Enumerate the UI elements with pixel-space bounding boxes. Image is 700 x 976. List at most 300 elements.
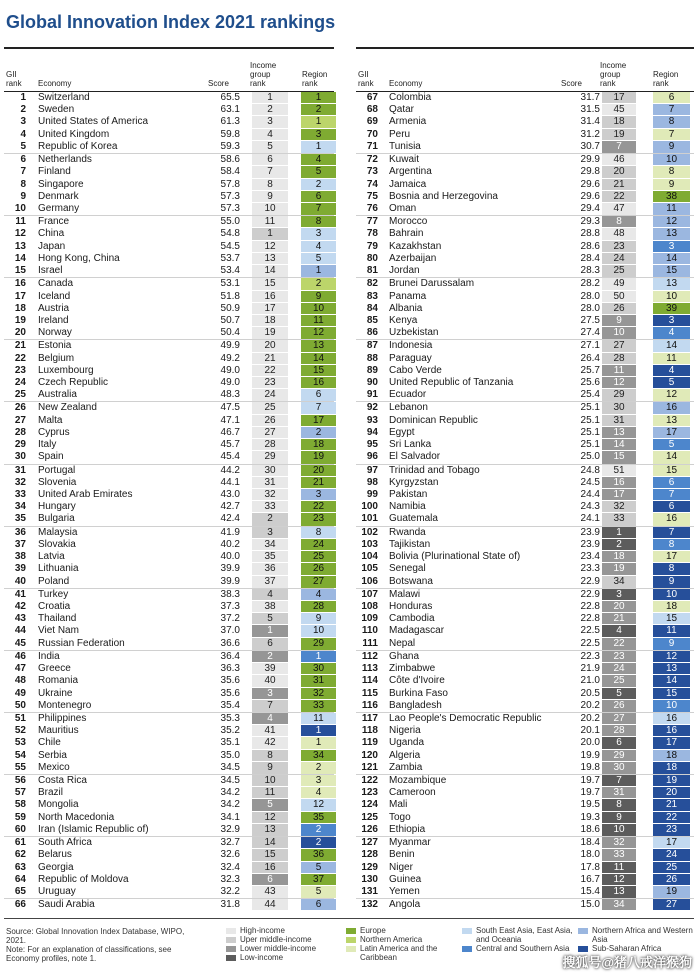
region-rank: 13 <box>653 415 690 426</box>
score: 36.4 <box>220 650 240 662</box>
region-rank: 25 <box>653 862 690 873</box>
income-group-rank: 21 <box>252 353 288 364</box>
income-group-rank: 3 <box>252 116 288 127</box>
economy-name: Egypt <box>389 426 415 438</box>
table-row <box>4 104 334 116</box>
region-rank: 13 <box>653 228 690 239</box>
table-row <box>356 228 694 240</box>
score: 37.3 <box>220 600 240 612</box>
table-row <box>356 191 694 203</box>
income-group-rank: 3 <box>602 589 636 600</box>
income-group-rank: 5 <box>252 799 288 810</box>
gii-rank: 109 <box>361 613 378 625</box>
region-rank: 8 <box>653 539 690 550</box>
table-row <box>4 365 334 377</box>
legend-swatch <box>462 928 472 934</box>
gii-rank: 12 <box>14 228 26 240</box>
score: 25.6 <box>580 377 600 389</box>
income-group-rank: 27 <box>252 427 288 438</box>
score: 31.7 <box>580 92 600 103</box>
table-row <box>4 465 334 477</box>
income-group-rank: 15 <box>602 451 636 463</box>
region-rank: 6 <box>301 191 336 202</box>
gii-rank: 13 <box>14 240 26 252</box>
income-group-rank: 41 <box>252 725 288 736</box>
income-group-rank: 31 <box>252 477 288 488</box>
header-economy: Economy <box>389 79 423 88</box>
region-rank: 26 <box>301 563 336 574</box>
gii-rank: 74 <box>366 178 378 190</box>
economy-name: Honduras <box>389 600 433 612</box>
economy-name: France <box>38 216 70 228</box>
region-rank: 8 <box>653 116 690 127</box>
economy-name: South Africa <box>38 837 92 849</box>
header-gii-rank: GII rank <box>358 70 374 88</box>
region-rank: 39 <box>653 303 690 314</box>
table-row <box>4 638 334 651</box>
income-group-rank: 46 <box>602 154 636 165</box>
score: 48.3 <box>220 389 240 401</box>
gii-rank: 64 <box>14 873 26 885</box>
source-text: Source: Global Innovation Index Database, WIPO, 2021. <box>6 927 185 945</box>
income-group-rank: 5 <box>252 613 288 624</box>
table-row <box>4 725 334 737</box>
score: 28.0 <box>580 302 600 314</box>
score: 15.4 <box>580 886 600 897</box>
region-rank: 26 <box>653 874 690 885</box>
economy-name: Cabo Verde <box>389 364 442 376</box>
gii-rank: 121 <box>361 761 378 773</box>
economy-name: Yemen <box>389 886 420 897</box>
gii-rank: 10 <box>14 202 26 214</box>
score: 55.0 <box>220 216 240 228</box>
region-rank: 9 <box>301 291 336 302</box>
table-row <box>356 439 694 451</box>
gii-rank: 58 <box>14 799 26 811</box>
table-row <box>4 389 334 402</box>
table-row <box>356 315 694 327</box>
table-row <box>4 129 334 141</box>
legend-item <box>462 945 574 954</box>
region-rank: 5 <box>653 439 690 450</box>
region-rank: 1 <box>301 725 336 736</box>
gii-rank: 104 <box>361 551 378 563</box>
score: 26.4 <box>580 352 600 364</box>
legend-label: Northern America <box>360 935 423 944</box>
score: 38.3 <box>220 588 240 600</box>
gii-rank: 45 <box>14 637 26 649</box>
table-row <box>4 651 334 663</box>
region-rank: 5 <box>653 377 690 388</box>
income-group-rank: 39 <box>252 663 288 674</box>
region-rank: 24 <box>653 849 690 860</box>
table-row <box>4 216 334 228</box>
header-region-rank: Region rank <box>302 70 328 88</box>
region-rank: 18 <box>301 439 336 450</box>
score: 27.1 <box>580 340 600 352</box>
income-group-rank: 2 <box>602 539 636 550</box>
gii-rank: 124 <box>361 799 378 811</box>
table-row <box>4 179 334 191</box>
region-rank: 5 <box>301 253 336 264</box>
income-group-rank: 26 <box>252 415 288 426</box>
table-top-rule <box>4 47 334 49</box>
score: 32.4 <box>220 861 240 873</box>
gii-rank: 76 <box>366 202 378 214</box>
table-row <box>4 191 334 203</box>
region-rank: 9 <box>653 179 690 190</box>
table-row <box>4 402 334 414</box>
economy-name: Italy <box>38 439 57 451</box>
table-row <box>4 489 334 501</box>
score: 34.5 <box>220 761 240 773</box>
legend-item <box>346 945 458 962</box>
table-row <box>356 700 694 713</box>
table-row <box>356 241 694 253</box>
gii-rank: 101 <box>361 513 378 525</box>
gii-rank: 130 <box>361 873 378 885</box>
legend-swatch <box>578 946 588 952</box>
region-rank: 30 <box>301 663 336 674</box>
gii-rank: 97 <box>366 464 378 476</box>
region-rank: 3 <box>301 775 336 786</box>
table-row <box>356 389 694 402</box>
score: 59.3 <box>220 140 240 152</box>
income-group-rank: 10 <box>602 824 636 836</box>
income-group-rank: 27 <box>602 340 636 351</box>
score: 20.5 <box>580 687 600 699</box>
economy-name: Canada <box>38 278 74 290</box>
gii-rank: 122 <box>361 775 378 787</box>
score: 34.1 <box>220 811 240 823</box>
economy-name: Côte d'Ivoire <box>389 675 445 687</box>
region-rank: 7 <box>301 203 336 215</box>
score: 18.4 <box>580 837 600 849</box>
region-rank: 11 <box>653 625 690 636</box>
legend-label: High-income <box>240 926 285 935</box>
legend-label: Low-income <box>240 953 284 962</box>
gii-rank: 55 <box>14 761 26 773</box>
income-group-rank: 29 <box>252 451 288 463</box>
table-row <box>356 427 694 439</box>
economy-name: Uruguay <box>38 886 76 897</box>
income-group-rank: 4 <box>252 129 288 140</box>
income-group-rank: 25 <box>602 265 636 277</box>
economy-name: Zambia <box>389 761 423 773</box>
region-rank: 16 <box>653 402 690 413</box>
table-row <box>356 291 694 303</box>
score: 54.8 <box>220 228 240 240</box>
income-group-rank: 23 <box>602 651 636 662</box>
region-rank: 3 <box>301 228 336 239</box>
table-row <box>356 613 694 625</box>
gii-rank: 62 <box>14 849 26 861</box>
score: 50.7 <box>220 314 240 326</box>
income-group-rank: 9 <box>602 812 636 823</box>
economy-name: China <box>38 228 65 240</box>
page-title: Global Innovation Index 2021 rankings <box>6 12 336 32</box>
score: 28.8 <box>580 228 600 240</box>
region-rank: 10 <box>653 291 690 302</box>
region-rank: 2 <box>301 278 336 289</box>
income-group-rank: 7 <box>602 141 636 153</box>
income-group-rank: 15 <box>252 849 288 860</box>
table-row <box>356 501 694 513</box>
score: 36.3 <box>220 663 240 675</box>
income-group-rank: 38 <box>252 601 288 612</box>
gii-rank: 33 <box>14 489 26 500</box>
region-rank: 34 <box>301 750 336 761</box>
score: 28.3 <box>580 265 600 277</box>
economy-name: Madagascar <box>389 625 445 637</box>
gii-rank: 114 <box>361 675 378 687</box>
table-row <box>4 886 334 899</box>
score: 34.2 <box>220 799 240 811</box>
gii-rank: 90 <box>366 377 378 389</box>
income-group-rank: 32 <box>602 837 636 848</box>
economy-name: Kazakhstan <box>389 240 442 252</box>
income-group-rank: 30 <box>602 402 636 413</box>
income-group-rank: 5 <box>252 141 288 153</box>
income-group-rank: 25 <box>602 675 636 686</box>
score: 59.8 <box>220 128 240 140</box>
score: 24.1 <box>580 513 600 525</box>
income-group-rank: 7 <box>252 700 288 712</box>
gii-rank: 128 <box>361 849 378 861</box>
score: 61.3 <box>220 116 240 128</box>
income-group-rank: 28 <box>252 439 288 450</box>
table-row <box>356 265 694 278</box>
table-row <box>4 241 334 253</box>
table-row <box>356 253 694 265</box>
table-row <box>4 92 334 104</box>
income-group-rank: 19 <box>602 563 636 574</box>
economy-name: Uzbekistan <box>389 327 439 339</box>
economy-name: Colombia <box>389 92 432 103</box>
economy-name: Namibia <box>389 501 426 513</box>
score: 32.2 <box>220 886 240 897</box>
economy-name: Greece <box>38 663 71 675</box>
score: 49.2 <box>220 352 240 364</box>
score: 49.0 <box>220 364 240 376</box>
gii-rank: 69 <box>366 116 378 128</box>
gii-rank: 68 <box>366 104 378 116</box>
income-group-rank: 44 <box>252 899 288 910</box>
economy-name: Qatar <box>389 104 415 116</box>
economy-name: Sweden <box>38 104 75 116</box>
region-rank: 1 <box>301 651 336 662</box>
table-row <box>4 303 334 315</box>
gii-rank: 70 <box>366 128 378 140</box>
economy-name: Mexico <box>38 761 70 773</box>
economy-name: Panama <box>389 290 427 302</box>
economy-name: Sri Lanka <box>389 439 432 451</box>
score: 22.5 <box>580 625 600 637</box>
gii-rank: 120 <box>361 749 378 761</box>
income-group-rank: 17 <box>602 489 636 500</box>
score: 20.2 <box>580 699 600 711</box>
table-row <box>356 203 694 216</box>
region-rank: 14 <box>653 253 690 264</box>
region-rank: 6 <box>653 92 690 103</box>
gii-rank: 86 <box>366 327 378 339</box>
economy-name: Belarus <box>38 849 72 861</box>
score: 63.1 <box>220 104 240 116</box>
gii-rank: 22 <box>14 352 26 364</box>
gii-rank: 78 <box>366 228 378 240</box>
table-row <box>356 787 694 799</box>
economy-name: Australia <box>38 389 77 401</box>
table-row <box>356 824 694 837</box>
table-row <box>356 886 694 899</box>
table-row <box>356 353 694 365</box>
gii-rank: 46 <box>14 650 26 662</box>
table-row <box>4 116 334 128</box>
legend-swatch <box>226 937 236 943</box>
score: 28.0 <box>580 290 600 302</box>
economy-name: Spain <box>38 451 64 463</box>
score: 19.5 <box>580 799 600 811</box>
table-row <box>4 551 334 563</box>
gii-rank: 24 <box>14 377 26 389</box>
table-row <box>4 154 334 166</box>
income-group-rank: 7 <box>602 775 636 786</box>
region-rank: 3 <box>301 129 336 140</box>
score: 19.7 <box>580 787 600 799</box>
score: 29.3 <box>580 216 600 228</box>
gii-rank: 75 <box>366 190 378 202</box>
gii-rank: 132 <box>361 899 378 911</box>
economy-name: Hong Kong, China <box>38 252 120 264</box>
gii-rank: 98 <box>366 476 378 488</box>
gii-rank: 28 <box>14 426 26 438</box>
region-rank: 12 <box>653 216 690 227</box>
income-group-rank: 34 <box>602 899 636 910</box>
income-group-rank: 12 <box>602 377 636 388</box>
score: 32.7 <box>220 837 240 849</box>
region-rank: 14 <box>301 353 336 364</box>
region-rank: 1 <box>301 116 336 127</box>
table-row <box>356 278 694 290</box>
table-row <box>356 563 694 575</box>
table-row <box>4 837 334 849</box>
score: 31.2 <box>580 128 600 140</box>
income-group-rank: 13 <box>602 886 636 898</box>
table-body <box>4 92 334 911</box>
income-group-rank: 5 <box>602 688 636 699</box>
income-group-rank: 4 <box>602 625 636 636</box>
economy-name: Russian Federation <box>38 637 125 649</box>
income-group-rank: 13 <box>252 824 288 836</box>
gii-rank: 37 <box>14 538 26 550</box>
income-group-rank: 22 <box>602 638 636 650</box>
table-row <box>4 278 334 290</box>
gii-rank: 57 <box>14 787 26 799</box>
economy-name: Czech Republic <box>38 377 109 389</box>
table-body <box>356 92 694 911</box>
region-rank: 8 <box>653 563 690 574</box>
income-group-rank: 8 <box>252 750 288 761</box>
score: 58.4 <box>220 166 240 178</box>
economy-name: Ghana <box>389 650 420 662</box>
region-rank: 7 <box>653 527 690 538</box>
legend-label: South East Asia, East Asia, and Oceania <box>476 926 573 944</box>
table-row <box>356 713 694 725</box>
income-group-rank: 4 <box>252 713 288 724</box>
score: 22.3 <box>580 650 600 662</box>
score: 40.2 <box>220 538 240 550</box>
income-group-rank: 14 <box>602 439 636 450</box>
gii-rank: 3 <box>20 116 26 128</box>
gii-rank: 26 <box>14 402 26 414</box>
income-group-rank: 36 <box>252 563 288 574</box>
economy-name: Mongolia <box>38 799 79 811</box>
score: 16.7 <box>580 873 600 885</box>
gii-rank: 39 <box>14 563 26 575</box>
region-rank: 7 <box>653 489 690 500</box>
economy-name: Bahrain <box>389 228 424 240</box>
table-row <box>4 427 334 439</box>
income-group-rank: 10 <box>252 775 288 786</box>
economy-name: Kenya <box>389 314 418 326</box>
score: 34.5 <box>220 775 240 787</box>
table-row <box>4 862 334 874</box>
region-rank: 37 <box>301 874 336 885</box>
score: 17.8 <box>580 861 600 873</box>
region-rank: 8 <box>301 216 336 227</box>
gii-rank: 29 <box>14 439 26 451</box>
economy-name: Poland <box>38 575 70 587</box>
header-gii-rank: GII rank <box>6 70 22 88</box>
economy-name: Ireland <box>38 314 69 326</box>
income-group-rank: 40 <box>252 675 288 686</box>
economy-name: Singapore <box>38 178 84 190</box>
table-row <box>356 663 694 675</box>
table-row <box>4 265 334 278</box>
score: 25.7 <box>580 364 600 376</box>
score: 57.3 <box>220 202 240 214</box>
gii-rank: 83 <box>366 290 378 302</box>
economy-name: Benin <box>389 849 415 861</box>
gii-rank: 38 <box>14 551 26 563</box>
table-row <box>4 415 334 427</box>
economy-name: Republic of Moldova <box>38 873 129 885</box>
income-group-rank: 8 <box>602 799 636 810</box>
economy-name: El Salvador <box>389 451 441 463</box>
score: 45.7 <box>220 439 240 451</box>
income-group-rank: 34 <box>252 539 288 550</box>
income-group-rank: 12 <box>252 241 288 252</box>
income-group-rank: 49 <box>602 278 636 289</box>
economy-name: North Macedonia <box>38 811 115 823</box>
score: 20.1 <box>580 725 600 737</box>
economy-name: Peru <box>389 128 411 140</box>
legend-label: Sub-Saharan Africa <box>592 943 662 953</box>
economy-name: Togo <box>389 811 411 823</box>
table-row <box>356 625 694 637</box>
gii-rank: 116 <box>361 699 378 711</box>
legend-swatch <box>346 946 356 952</box>
income-group-rank: 21 <box>602 613 636 624</box>
table-row <box>356 415 694 427</box>
economy-name: Tajikistan <box>389 538 431 550</box>
economy-name: Iceland <box>38 290 71 302</box>
income-group-rank: 51 <box>602 465 636 476</box>
gii-rank: 127 <box>361 837 378 849</box>
gii-rank: 65 <box>14 886 26 897</box>
region-rank: 7 <box>301 402 336 413</box>
gii-rank: 111 <box>362 637 378 649</box>
